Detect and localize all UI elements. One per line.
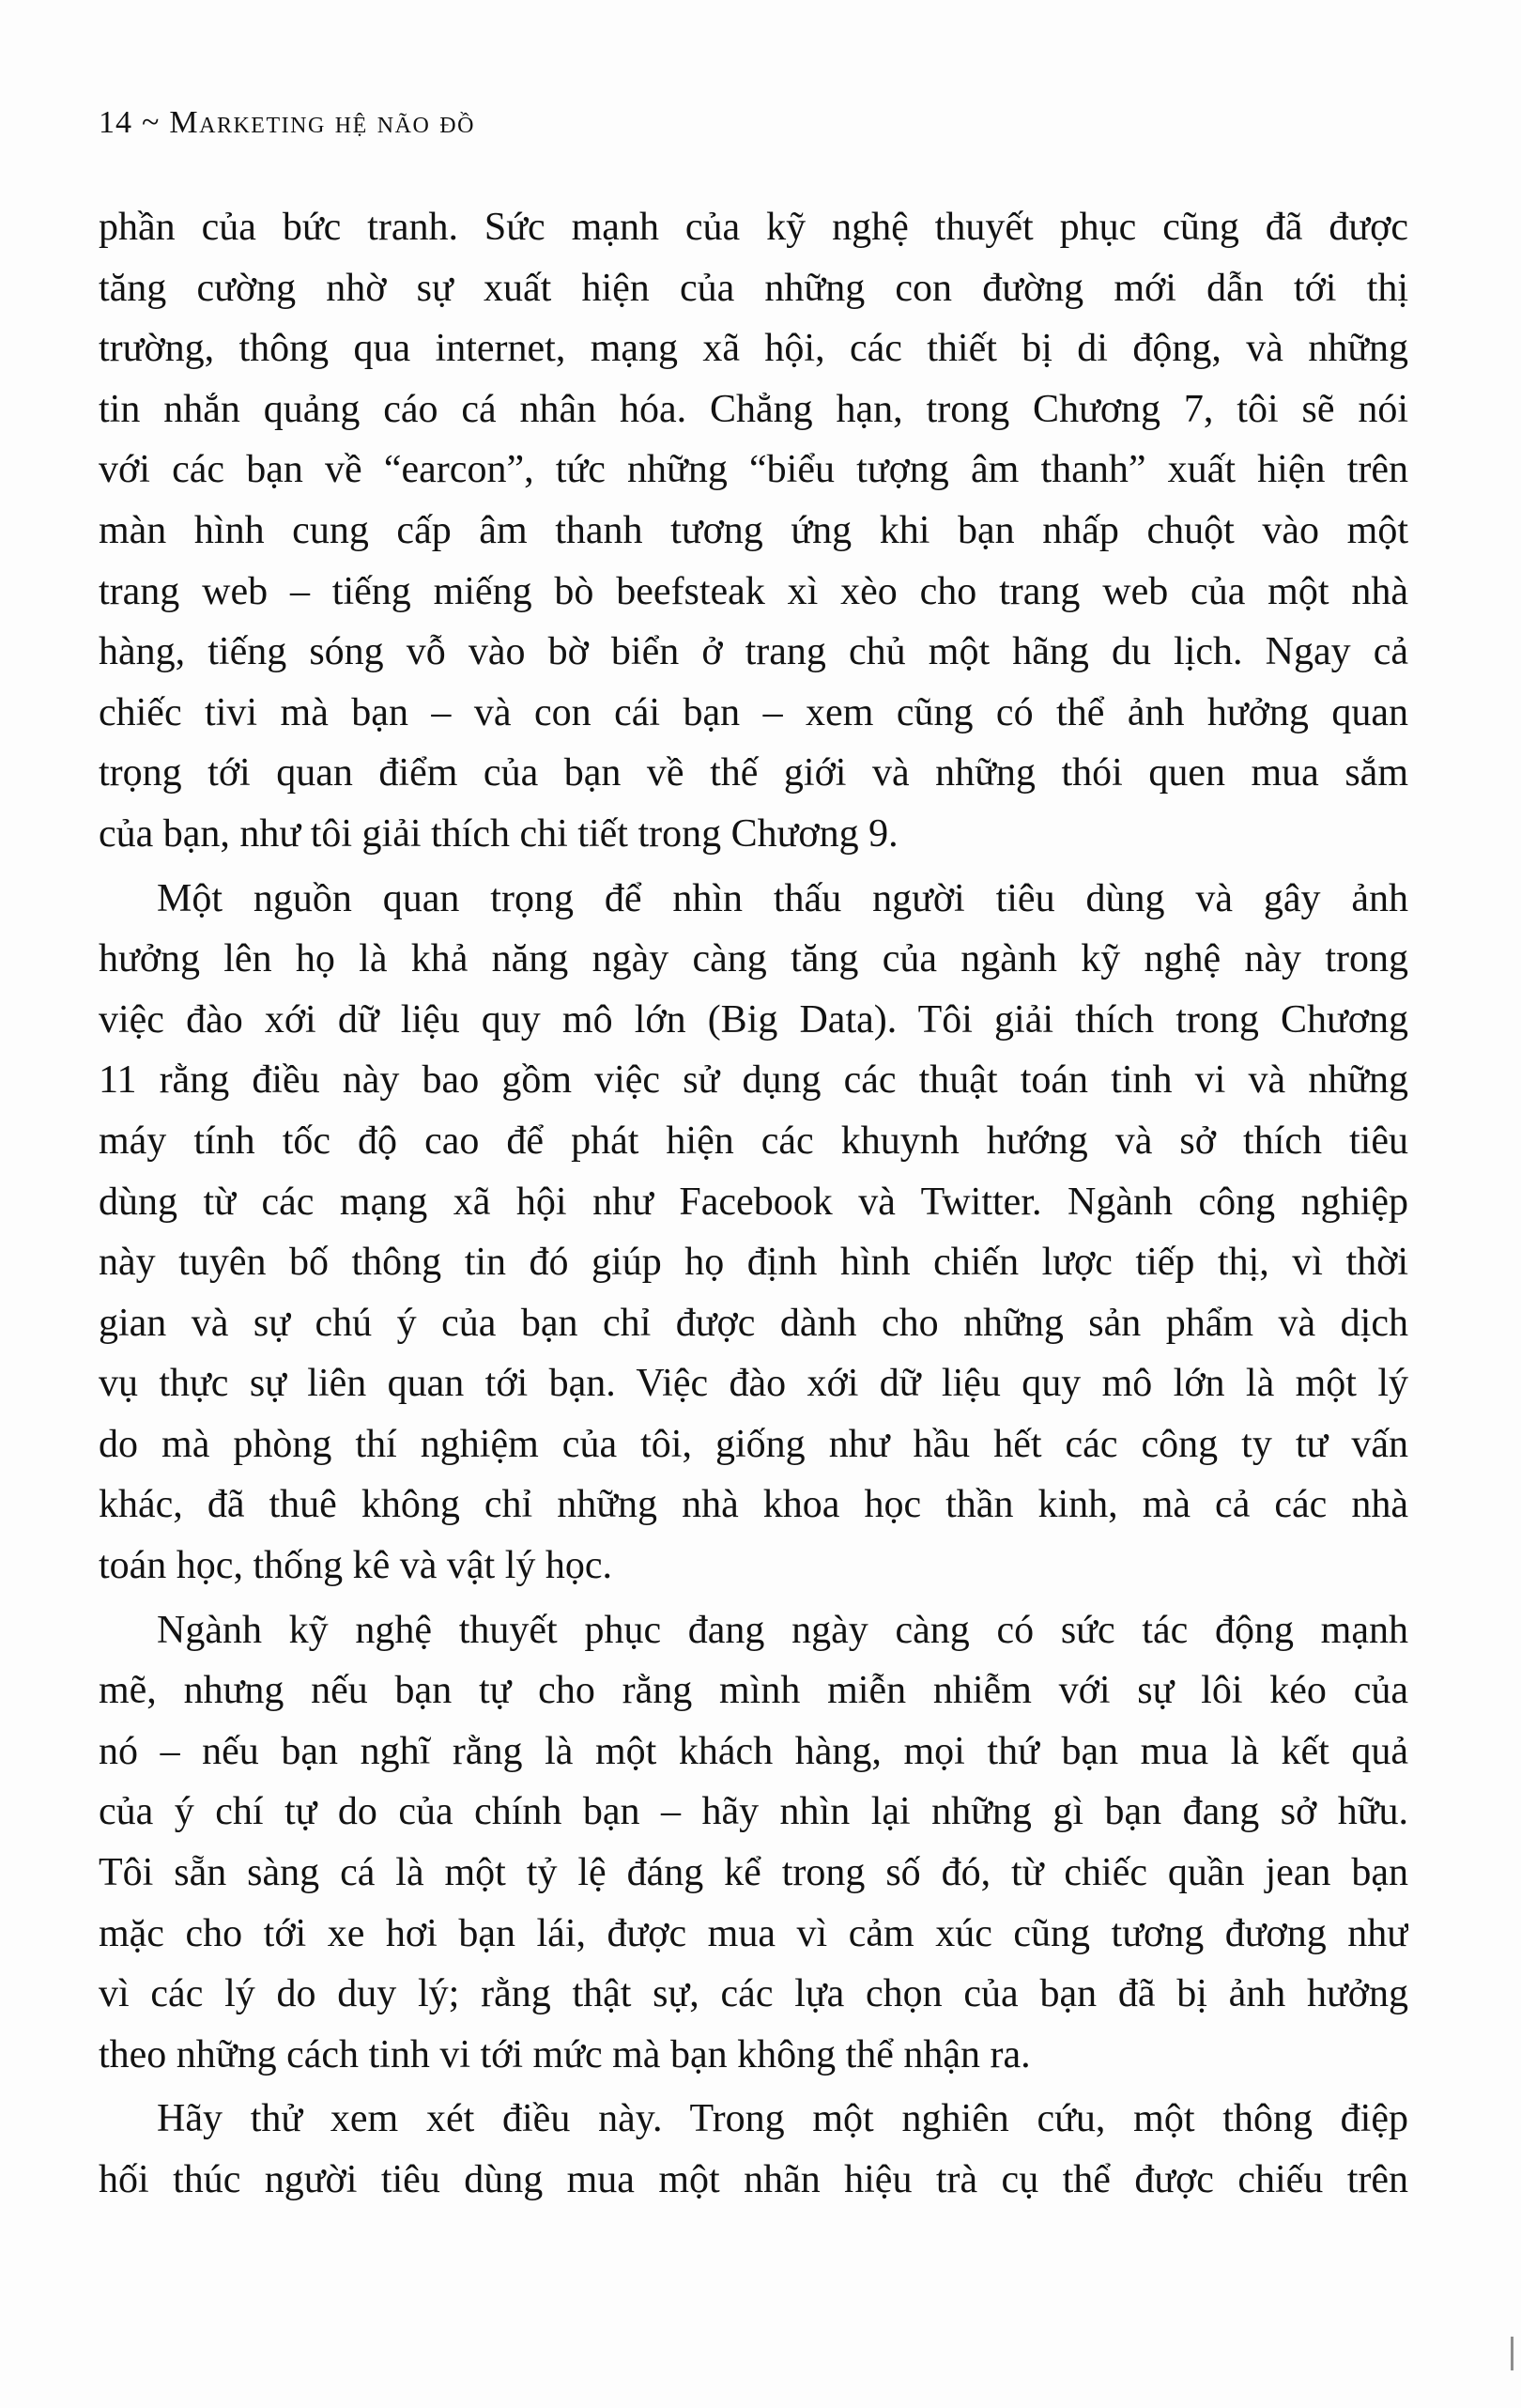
- text-line: hàng, tiếng sóng vỗ vào bờ biển ở trang chủ một hãng du lịch. Ngay cả: [99, 630, 1408, 674]
- text-line: Hãy thử xem xét điều này. Trong một nghiên cứu, một thông điệp: [157, 2097, 1408, 2141]
- text-line: trường, thông qua internet, mạng xã hội, các thiết bị di động, và những: [99, 327, 1408, 371]
- text-line: mặc cho tới xe hơi bạn lái, được mua vì cảm xúc cũng tương đương như: [99, 1911, 1408, 1955]
- running-head: [99, 105, 475, 141]
- book-title: Marketing hệ não đồ: [169, 105, 475, 140]
- text-line: hối thúc người tiêu dùng mua một nhãn hiệu trà cụ thể được chiếu trên: [99, 2158, 1408, 2201]
- text-line: này tuyên bố thông tin đó giúp họ định hình chiến lược tiếp thị, vì thời: [99, 1241, 1408, 1285]
- text-line: 11 rằng điều này bao gồm việc sử dụng các thuật toán tinh vi và những: [99, 1058, 1408, 1103]
- paragraph: [99, 869, 1408, 1597]
- text-line: tin nhắn quảng cáo cá nhân hóa. Chẳng hạn, trong Chương 7, tôi sẽ nói: [99, 387, 1408, 431]
- text-line: theo những cách tinh vi tới mức mà bạn không thể nhận ra.: [99, 2032, 1031, 2076]
- text-line: màn hình cung cấp âm thanh tương ứng khi bạn nhấp chuột vào một: [99, 508, 1408, 552]
- text-line: phần của bức tranh. Sức mạnh của kỹ nghệ thuyết phục cũng đã được: [99, 206, 1408, 249]
- text-line: dùng từ các mạng xã hội như Facebook và Twitter. Ngành công nghiệp: [99, 1180, 1408, 1224]
- header-separator: ~: [142, 105, 161, 140]
- body-text: [99, 197, 1408, 2211]
- text-line: tăng cường nhờ sự xuất hiện của những con đường mới dẫn tới thị: [99, 266, 1408, 310]
- text-line: của ý chí tự do của chính bạn – hãy nhìn lại những gì bạn đang sở hữu.: [99, 1790, 1408, 1834]
- paragraph: [99, 1600, 1408, 2086]
- text-line: vụ thực sự liên quan tới bạn. Việc đào xới dữ liệu quy mô lớn là một lý: [99, 1362, 1408, 1406]
- text-line: chiếc tivi mà bạn – và con cái bạn – xem cũng có thể ảnh hưởng quan: [99, 690, 1408, 734]
- text-line: của bạn, như tôi giải thích chi tiết trong Chương 9.: [99, 811, 899, 856]
- text-line: máy tính tốc độ cao để phát hiện các khuynh hướng và sở thích tiêu: [99, 1119, 1408, 1163]
- text-line: toán học, thống kê và vật lý học.: [99, 1544, 613, 1588]
- scan-edge-mark: [1511, 2337, 1513, 2370]
- text-line: trang web – tiếng miếng bò beefsteak xì xèo cho trang web của một nhà: [99, 569, 1408, 613]
- text-line: việc đào xới dữ liệu quy mô lớn (Big Data). Tôi giải thích trong Chương: [99, 997, 1408, 1042]
- text-line: khác, đã thuê không chỉ những nhà khoa học thần kinh, mà cả các nhà: [99, 1483, 1408, 1527]
- paragraph: [99, 197, 1408, 865]
- text-line: Ngành kỹ nghệ thuyết phục đang ngày càng có sức tác động mạnh: [157, 1608, 1408, 1652]
- paragraph: [99, 2089, 1408, 2210]
- page-number: 14: [99, 105, 132, 140]
- text-line: Một nguồn quan trọng để nhìn thấu người tiêu dùng và gây ảnh: [157, 876, 1408, 920]
- text-line: hưởng lên họ là khả năng ngày càng tăng của ngành kỹ nghệ này trong: [99, 937, 1408, 981]
- text-line: nó – nếu bạn nghĩ rằng là một khách hàng, mọi thứ bạn mua là kết quả: [99, 1729, 1408, 1773]
- text-line: do mà phòng thí nghiệm của tôi, giống như hầu hết các công ty tư vấn: [99, 1422, 1408, 1466]
- text-line: Tôi sẵn sàng cá là một tỷ lệ đáng kể trong số đó, từ chiếc quần jean bạn: [99, 1851, 1408, 1895]
- text-line: gian và sự chú ý của bạn chỉ được dành cho những sản phẩm và dịch: [99, 1301, 1408, 1345]
- text-line: trọng tới quan điểm của bạn về thế giới và những thói quen mua sắm: [99, 751, 1408, 795]
- text-line: mẽ, nhưng nếu bạn tự cho rằng mình miễn nhiễm với sự lôi kéo của: [99, 1669, 1408, 1713]
- text-line: với các bạn về “earcon”, tức những “biểu tượng âm thanh” xuất hiện trên: [99, 448, 1408, 492]
- text-line: vì các lý do duy lý; rằng thật sự, các lựa chọn của bạn đã bị ảnh hưởng: [99, 1972, 1408, 2016]
